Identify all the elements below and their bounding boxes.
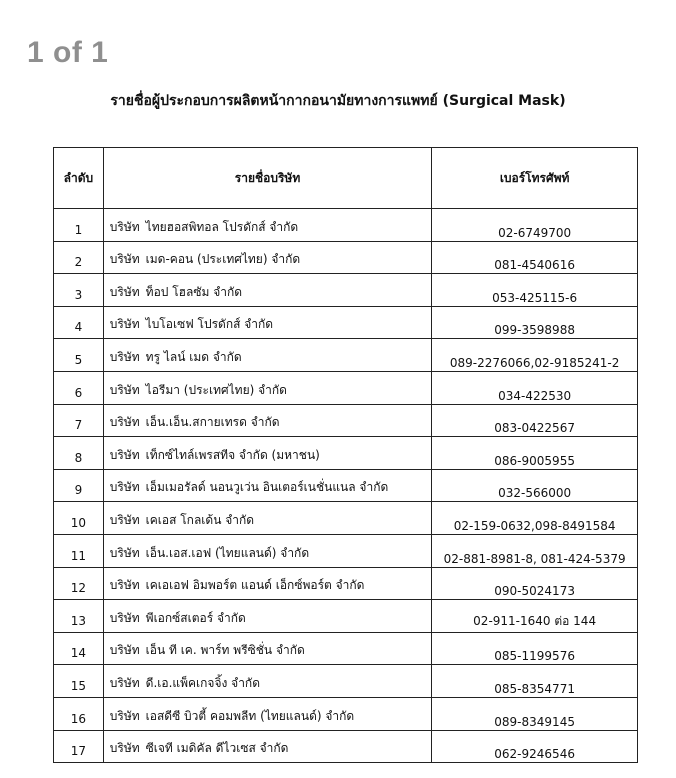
company-name-cell [103, 730, 431, 763]
row-number: 17 [54, 730, 104, 763]
company-prefix: บริษัท [109, 643, 140, 658]
company-name: ซีเจที เมดิคัล ดีไวเซส จำกัด [145, 741, 289, 756]
phone-number: 02-6749700 [432, 209, 638, 242]
company-prefix: บริษัท [109, 415, 140, 430]
company-prefix: บริษัท [109, 284, 140, 299]
company-table [53, 147, 638, 763]
table-row [54, 371, 638, 404]
row-number: 9 [54, 469, 104, 502]
row-number: 11 [54, 534, 104, 567]
row-number: 16 [54, 697, 104, 730]
row-number: 2 [54, 241, 104, 274]
company-name-cell [103, 567, 431, 600]
company-name: พีเอกซ์สเตอร์ จำกัด [145, 610, 246, 625]
row-number: 4 [54, 306, 104, 339]
table-row [54, 697, 638, 730]
company-name: เคเอส โกลเด้น จำกัด [145, 512, 255, 527]
phone-number: 085-8354771 [432, 665, 638, 698]
company-name: เอ็น ที เค. พาร์ท พรีซิชั่น จำกัด [145, 643, 305, 658]
company-prefix: บริษัท [109, 349, 140, 364]
company-name-cell [103, 274, 431, 307]
phone-number: 081-4540616 [432, 241, 638, 274]
phone-number: 053-425115-6 [432, 274, 638, 307]
table-row [54, 534, 638, 567]
page-counter: 1 of 1 [27, 36, 109, 69]
table-row [54, 665, 638, 698]
company-prefix: บริษัท [109, 610, 140, 625]
phone-number: 02-881-8981-8, 081-424-5379 [432, 534, 638, 567]
row-number: 15 [54, 665, 104, 698]
header-company-name: รายชื่อบริษัท [103, 148, 431, 209]
company-name-cell [103, 502, 431, 535]
company-name: เคเอเอฟ อิมพอร์ต แอนด์ เอ็กซ์พอร์ต จำกัด [145, 578, 365, 593]
header-phone: เบอร์โทรศัพท์ [432, 148, 638, 209]
header-no: ลำดับ [54, 148, 104, 209]
row-number: 10 [54, 502, 104, 535]
company-name: ท็อป โฮลซัม จำกัด [145, 284, 243, 299]
phone-number: 090-5024173 [432, 567, 638, 600]
phone-number: 086-9005955 [432, 437, 638, 470]
phone-number: 089-8349145 [432, 697, 638, 730]
company-name-cell [103, 697, 431, 730]
row-number: 12 [54, 567, 104, 600]
phone-number: 089-2276066,02-9185241-2 [432, 339, 638, 372]
phone-number: 032-566000 [432, 469, 638, 502]
company-prefix: บริษัท [109, 675, 140, 690]
company-name: ดี.เอ.แพ็คเกจจิ้ง จำกัด [145, 675, 260, 690]
phone-number: 062-9246546 [432, 730, 638, 763]
row-number: 5 [54, 339, 104, 372]
table-row [54, 306, 638, 339]
company-name-cell [103, 339, 431, 372]
phone-number: 02-159-0632,098-8491584 [432, 502, 638, 535]
company-prefix: บริษัท [109, 708, 140, 723]
company-name: ทรู ไลน์ เมด จำกัด [145, 349, 242, 364]
company-name-cell [103, 241, 431, 274]
company-name-cell [103, 534, 431, 567]
company-name: เอ็มเมอรัลด์ นอนวูเว่น อินเตอร์เนชั่นแนล จำกัด [145, 480, 389, 495]
company-name-cell [103, 437, 431, 470]
row-number: 3 [54, 274, 104, 307]
table-row [54, 404, 638, 437]
company-name: ไบโอเซฟ โปรดักส์ จำกัด [145, 317, 274, 332]
table-header-row [54, 148, 638, 209]
company-prefix: บริษัท [109, 382, 140, 397]
table-row [54, 209, 638, 242]
company-name: เอสดีซี บิวตี้ คอมพลีท (ไทยแลนด์) จำกัด [145, 708, 355, 723]
company-prefix: บริษัท [109, 545, 140, 560]
row-number: 14 [54, 632, 104, 665]
phone-number: 02-911-1640 ต่อ 144 [432, 600, 638, 633]
table-row [54, 567, 638, 600]
company-name: เท็กซ์ไทล์เพรสทีจ จำกัด (มหาชน) [145, 447, 320, 462]
table-row [54, 274, 638, 307]
company-prefix: บริษัท [109, 578, 140, 593]
company-prefix: บริษัท [109, 447, 140, 462]
company-name: ไอรีมา (ประเทศไทย) จำกัด [145, 382, 287, 397]
company-name: เอ็น.เอ็น.สกายเทรด จำกัด [145, 415, 280, 430]
row-number: 6 [54, 371, 104, 404]
phone-number: 085-1199576 [432, 632, 638, 665]
phone-number: 099-3598988 [432, 306, 638, 339]
company-name-cell [103, 306, 431, 339]
row-number: 13 [54, 600, 104, 633]
company-prefix: บริษัท [109, 252, 140, 267]
phone-number: 034-422530 [432, 371, 638, 404]
company-name: เมด-คอน (ประเทศไทย) จำกัด [145, 252, 301, 267]
table-row [54, 502, 638, 535]
company-name: ไทยฮอสพิทอล โปรดักส์ จำกัด [145, 219, 299, 234]
table-row [54, 730, 638, 763]
row-number: 7 [54, 404, 104, 437]
company-name-cell [103, 371, 431, 404]
company-name-cell [103, 632, 431, 665]
table-row [54, 241, 638, 274]
company-name-cell [103, 404, 431, 437]
phone-number: 083-0422567 [432, 404, 638, 437]
table-row [54, 600, 638, 633]
company-name-cell [103, 469, 431, 502]
company-name-cell [103, 665, 431, 698]
row-number: 8 [54, 437, 104, 470]
company-name: เอ็น.เอส.เอฟ (ไทยแลนด์) จำกัด [145, 545, 310, 560]
company-prefix: บริษัท [109, 219, 140, 234]
table-row [54, 632, 638, 665]
table-row [54, 437, 638, 470]
company-name-cell [103, 600, 431, 633]
company-prefix: บริษัท [109, 317, 140, 332]
company-prefix: บริษัท [109, 741, 140, 756]
document-title: รายชื่อผู้ประกอบการผลิตหน้ากากอนามัยทางการแพทย์ (Surgical Mask) [110, 93, 566, 109]
table-row [54, 339, 638, 372]
company-name-cell [103, 209, 431, 242]
row-number: 1 [54, 209, 104, 242]
company-prefix: บริษัท [109, 512, 140, 527]
company-prefix: บริษัท [109, 480, 140, 495]
table-row [54, 469, 638, 502]
